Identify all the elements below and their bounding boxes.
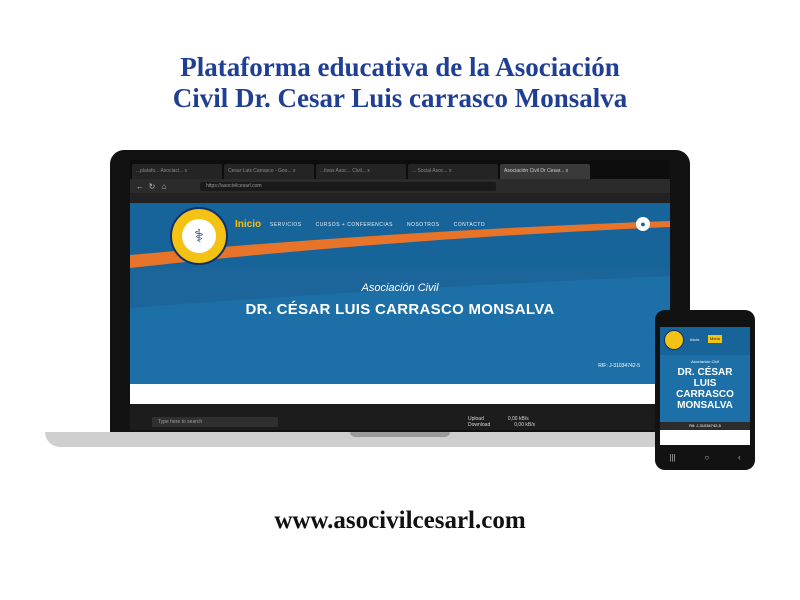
nav-servicios[interactable]: SERVICIOS <box>270 222 302 228</box>
phone-menu-button[interactable]: Menú <box>709 336 720 341</box>
caduceus-icon: ⚕ <box>182 219 216 253</box>
bookmarks-bar <box>130 193 670 203</box>
nav-contacto[interactable]: CONTACTO <box>453 222 486 228</box>
reload-icon[interactable]: ↻ <box>148 181 156 191</box>
nav-cursos[interactable]: CURSOS + CONFERENCIAS <box>315 222 393 228</box>
phone-nav-home[interactable]: Inicio <box>690 337 700 342</box>
phone-logo[interactable] <box>664 330 684 350</box>
browser-tab[interactable]: ... Social Asoc... x <box>408 164 498 179</box>
headline <box>0 52 800 114</box>
browser-tab[interactable]: Cesar Luis Carrasco - Goo... x <box>224 164 314 179</box>
headline-line-1: Plataforma educativa de la Asociación <box>180 52 620 82</box>
download-value: 0,00 kB/s <box>514 422 536 428</box>
browser-toolbar <box>130 179 670 193</box>
phone-hero-title: DR. CÉSAR LUIS CARRASCO MONSALVA <box>676 367 734 411</box>
home-icon[interactable]: ⌂ <box>161 181 167 191</box>
hero-subtitle: Asociación Civil <box>361 282 439 294</box>
network-stats <box>468 416 535 428</box>
url-bar[interactable]: https://asocivilcesarl.com <box>200 182 496 191</box>
phone-nav-bar <box>655 453 755 462</box>
upload-label: Upload <box>468 416 484 422</box>
phone-site-header <box>660 327 750 355</box>
browser-tab-active[interactable]: Asociación Civil Dr Cesar... x <box>500 164 590 179</box>
site-header <box>130 203 670 268</box>
browser-tab[interactable]: ...platafo... Asociaci... x <box>132 164 222 179</box>
browser-tab-strip <box>130 160 670 179</box>
headline-line-2: Civil Dr. Cesar Luis carrasco Monsalva <box>172 83 628 113</box>
user-icon[interactable]: ● <box>636 217 650 231</box>
website-url[interactable]: www.asocivilcesarl.com <box>274 507 526 534</box>
hero-title: DR. CÉSAR LUIS CARRASCO MONSALVA <box>245 301 555 318</box>
phone <box>655 310 755 470</box>
phone-rif-label: Rif: J-31034742-5 <box>660 422 750 430</box>
nav-nosotros[interactable]: NOSOTROS <box>406 222 440 228</box>
laptop-screen <box>130 160 670 430</box>
windows-taskbar <box>130 414 670 430</box>
home-circle-icon[interactable]: ○ <box>704 453 710 462</box>
back-chevron-icon[interactable]: ‹ <box>737 453 741 462</box>
laptop-notch <box>350 432 450 437</box>
recent-apps-icon[interactable]: ||| <box>669 453 676 462</box>
hero-banner <box>130 268 670 384</box>
browser-tab[interactable]: ...tivas Asoc... Civil... x <box>316 164 406 179</box>
phone-screen <box>660 327 750 445</box>
phone-hero <box>660 355 750 422</box>
page-body <box>130 384 670 404</box>
download-label: Download <box>468 422 491 428</box>
taskbar-search[interactable]: Type here to search <box>152 417 278 427</box>
nav-menu <box>270 222 485 228</box>
phone-hero-subtitle: Asociación Civil <box>690 359 719 364</box>
association-logo[interactable] <box>170 207 228 265</box>
rif-label: RIF: J-31034742-5 <box>598 363 640 369</box>
nav-home-link[interactable]: Inicio <box>235 219 262 230</box>
upload-value: 0,00 kB/s <box>507 416 529 422</box>
back-arrow-icon[interactable]: ← <box>136 181 144 191</box>
